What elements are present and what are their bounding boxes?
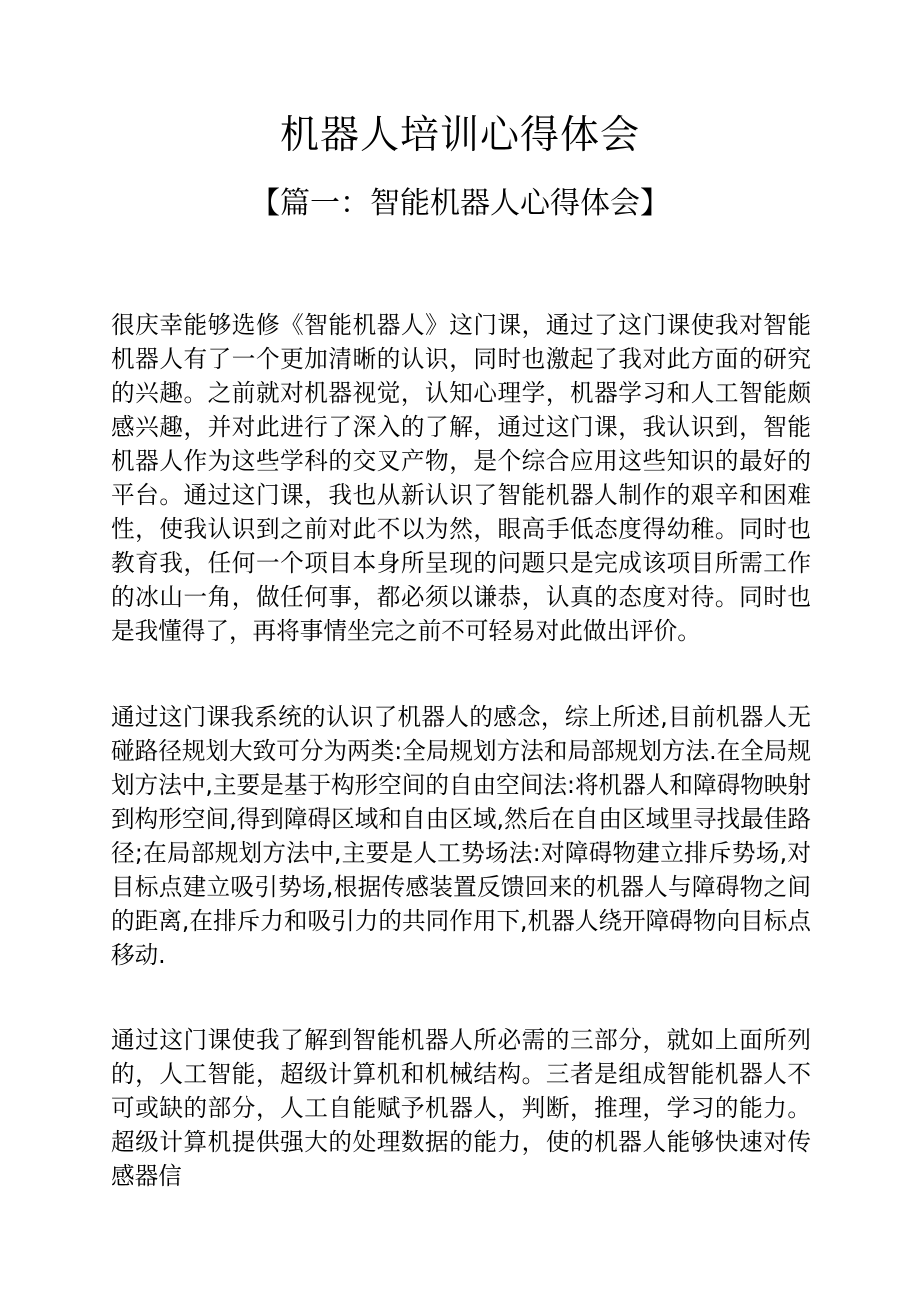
paragraph-1: 很庆幸能够选修《智能机器人》这门课，通过了这门课使我对智能机器人有了一个更加清晰的认识，同时也激起了我对此方面的研究的兴趣。之前就对机器视觉，认知心理学，机器学习和人工智能颇感兴趣，并对此进行了深入的了解，通过这门课，我认识到，智能机器人作为这些学科的交叉产物，是个综合应用这些知识的最好的平台。通过这门课，我也从新认识了智能机器人制作的艰辛和困难性，使我认识到之前对此不以为然，眼高手低态度得幼稚。同时也教育我，任何一个项目本身所呈现的问题只是完成该项目所需工作的冰山一角，做任何事，都必须以谦恭，认真的态度对待。同时也是我懂得了，再将事情坐完之前不可轻易对此做出评价。 <box>111 311 811 645</box>
document-subtitle: 【篇一：智能机器人心得体会】 <box>250 186 670 221</box>
paragraph-3: 通过这门课使我了解到智能机器人所必需的三部分，就如上面所列的，人工智能，超级计算机和机械结构。三者是组成智能机器人不可或缺的部分，人工自能赋予机器人，判断，推理，学习的能力。超级计算机提供强大的处理数据的能力，使的机器人能够快速对传感器信 <box>111 1026 811 1190</box>
document-title: 机器人培训心得体会 <box>279 113 640 158</box>
paragraph-2: 通过这门课我系统的认识了机器人的感念，综上所述,目前机器人无碰路径规划大致可分为两类:全局规划方法和局部规划方法.在全局规划方法中,主要是基于构形空间的自由空间法:将机器人和障碍物映射到构形空间,得到障碍区域和自由区域,然后在自由区域里寻找最佳路径;在局部规划方法中,主要是人工势场法:对障碍物建立排斥势场,对目标点建立吸引势场,根据传感装置反馈回来的机器人与障碍物之间的距离,在排斥力和吸引力的共同作用下,机器人绕开障碍物向目标点移动. <box>111 703 811 969</box>
